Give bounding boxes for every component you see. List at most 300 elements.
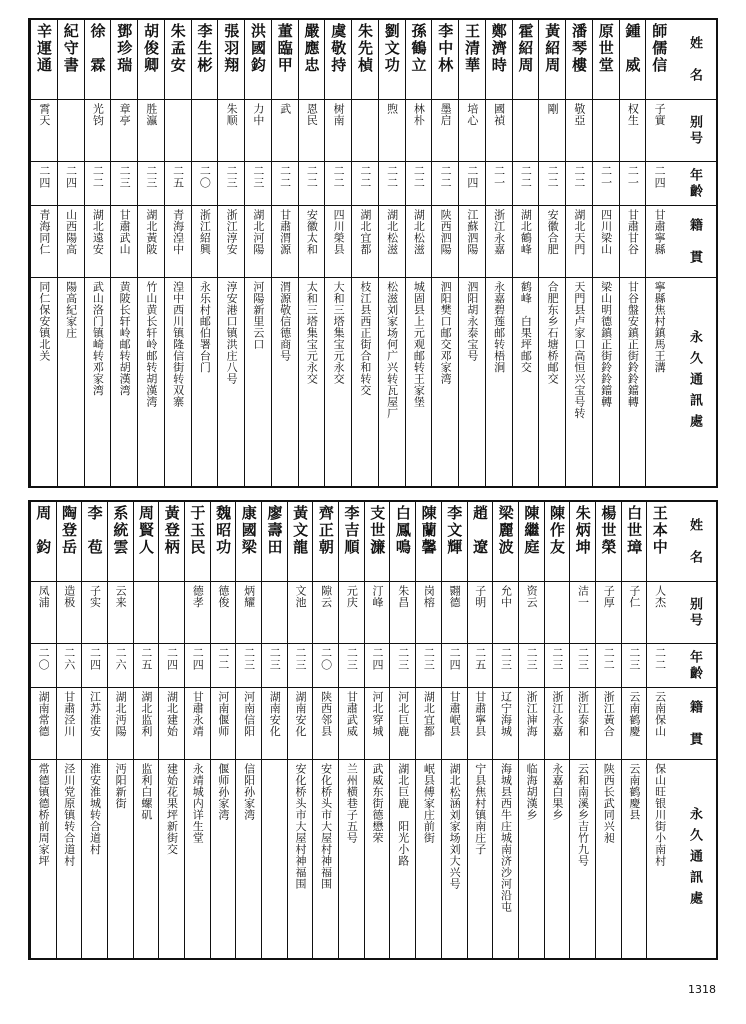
cell-region xyxy=(57,688,82,760)
cell-region-text: 云南保山 xyxy=(653,691,667,737)
cell-region-text: 河南信阳 xyxy=(242,691,256,737)
page-number: 1318 xyxy=(688,983,716,996)
cell-age-text: 二三 xyxy=(293,647,307,671)
cell-address-text: 太和三塔集宝元永交 xyxy=(305,281,319,385)
cell-name-text: 白鳳鳴 xyxy=(393,505,412,556)
cell-address-text: 武山洛门镇崎转邓家湾 xyxy=(91,281,105,396)
table-row xyxy=(485,20,512,486)
cell-age-text: 二二 xyxy=(519,165,533,189)
cell-region xyxy=(159,688,184,760)
cell-region xyxy=(365,688,390,760)
table-row xyxy=(235,502,261,958)
cell-alias xyxy=(513,100,539,162)
cell-region-text: 湖北黃陂 xyxy=(144,209,158,255)
cell-name-text: 支世濂 xyxy=(368,505,387,556)
cell-name xyxy=(192,20,218,100)
cell-alias xyxy=(622,582,647,644)
cell-age-text: 二二 xyxy=(412,165,426,189)
cell-alias-text: 墨启 xyxy=(439,103,453,126)
cell-region-text: 浙江永嘉 xyxy=(550,691,564,737)
cell-name-text: 原世堂 xyxy=(596,23,615,74)
cell-alias xyxy=(390,582,415,644)
cell-age-text: 二二 xyxy=(358,165,372,189)
cell-age-text: 二四 xyxy=(165,647,179,671)
cell-alias xyxy=(459,100,485,162)
cell-address-text: 海城县西牛庄城南济沙河沿屯 xyxy=(499,763,513,913)
cell-name xyxy=(442,502,467,582)
cell-address xyxy=(108,760,133,958)
cell-address xyxy=(390,760,415,958)
cell-region xyxy=(566,206,592,278)
cell-address-text: 淮安淮城转合道村 xyxy=(88,763,102,855)
cell-alias-text: 隙云 xyxy=(319,585,333,608)
table-row xyxy=(645,20,672,486)
cell-alias xyxy=(432,100,458,162)
cell-age xyxy=(288,644,313,688)
cell-age xyxy=(218,162,244,206)
header-address-text: 永久通訊處 xyxy=(687,329,703,435)
cell-age-text: 二四 xyxy=(64,165,78,189)
cell-age xyxy=(622,644,647,688)
cell-age xyxy=(570,644,595,688)
cell-age-text: 二三 xyxy=(525,647,539,671)
cell-address xyxy=(570,760,595,958)
cell-age xyxy=(566,162,592,206)
header-alias xyxy=(672,100,716,162)
cell-region xyxy=(134,688,159,760)
cell-age-text: 二三 xyxy=(550,647,564,671)
cell-address-text: 云南鹤慶县 xyxy=(627,763,641,821)
cell-name-text: 紀守書 xyxy=(61,23,80,74)
cell-age xyxy=(31,644,56,688)
cell-name xyxy=(211,502,236,582)
cell-name xyxy=(390,502,415,582)
cell-region-text: 湖北宜都 xyxy=(422,691,436,737)
cell-age-text: 二三 xyxy=(144,165,158,189)
cell-address xyxy=(134,760,159,958)
cell-age xyxy=(211,644,236,688)
cell-address xyxy=(339,760,364,958)
cell-alias-text: 霄天 xyxy=(37,103,51,126)
cell-age xyxy=(245,162,271,206)
cell-age xyxy=(539,162,565,206)
cell-alias xyxy=(262,582,287,644)
cell-age-text: 二〇 xyxy=(319,647,333,671)
cell-alias-text: 凤浦 xyxy=(37,585,51,608)
table-row xyxy=(164,20,191,486)
cell-region xyxy=(459,206,485,278)
cell-address xyxy=(58,278,84,486)
cell-address-text: 枝江县西正街合和转交 xyxy=(358,281,372,396)
cell-region-text: 辽宁海城 xyxy=(499,691,513,737)
cell-alias-text: 子實 xyxy=(653,103,667,126)
cell-address-text: 竹山黄长轩岭邮转胡漢湾 xyxy=(144,281,158,408)
cell-region-text: 河北穿城 xyxy=(371,691,385,737)
cell-alias xyxy=(218,100,244,162)
cell-address-text: 湖北巨鹿 阳光小路 xyxy=(396,763,410,867)
cell-name-text: 朱炳坤 xyxy=(573,505,592,556)
cell-region xyxy=(218,206,244,278)
cell-address xyxy=(185,760,210,958)
cell-name-text: 孫鶴立 xyxy=(409,23,428,74)
cell-alias-text: 造极 xyxy=(62,585,76,608)
cell-address-text: 常德镇德桥前周家坪 xyxy=(37,763,51,867)
header-address-text: 永久通訊處 xyxy=(687,806,703,912)
cell-address xyxy=(192,278,218,486)
header-alias xyxy=(672,582,716,644)
cell-age-text: 二二 xyxy=(439,165,453,189)
cell-region xyxy=(352,206,378,278)
cell-age-text: 二三 xyxy=(396,647,410,671)
cell-alias xyxy=(134,582,159,644)
cell-age xyxy=(459,162,485,206)
header-name xyxy=(672,20,716,100)
cell-age xyxy=(486,162,512,206)
cell-address-text: 沔阳新街 xyxy=(114,763,128,809)
header-age-text: 年齡 xyxy=(687,649,703,682)
cell-age xyxy=(159,644,184,688)
cell-name xyxy=(134,502,159,582)
cell-name xyxy=(85,20,111,100)
cell-age xyxy=(313,644,338,688)
cell-name xyxy=(218,20,244,100)
cell-address xyxy=(513,278,539,486)
cell-age-text: 二二 xyxy=(332,165,346,189)
cell-name xyxy=(288,502,313,582)
cell-region-text: 安徽太和 xyxy=(305,209,319,255)
cell-address xyxy=(352,278,378,486)
cell-region-text: 四川榮县 xyxy=(332,209,346,255)
cell-alias-text: 德俊 xyxy=(216,585,230,608)
cell-name-text: 梁麗波 xyxy=(496,505,515,556)
cell-region-text: 甘肅武山 xyxy=(118,209,132,255)
cell-address-text: 湖北松涵刘家场刘大兴号 xyxy=(448,763,462,890)
cell-name-text: 張羽翔 xyxy=(222,23,241,74)
cell-age-text: 二二 xyxy=(278,165,292,189)
table-row xyxy=(30,20,57,486)
cell-age-text: 二〇 xyxy=(37,647,51,671)
table-row xyxy=(324,20,351,486)
cell-region xyxy=(313,688,338,760)
cell-address xyxy=(245,278,271,486)
cell-address-text: 寧縣焦村鎮馬王溝 xyxy=(653,281,667,373)
cell-alias xyxy=(111,100,137,162)
cell-name xyxy=(513,20,539,100)
table-row xyxy=(110,20,137,486)
table-row xyxy=(133,502,159,958)
cell-region xyxy=(519,688,544,760)
cell-name xyxy=(31,502,56,582)
table-row xyxy=(312,502,338,958)
cell-address xyxy=(111,278,137,486)
cell-address-text: 同仁保安镇北关 xyxy=(37,281,51,362)
cell-address-text: 甘谷盤安鎮正街鈴鈴鐺轉 xyxy=(626,281,640,408)
cell-age xyxy=(108,644,133,688)
cell-age-text: 二二 xyxy=(91,165,105,189)
cell-alias xyxy=(31,100,57,162)
cell-name xyxy=(545,502,570,582)
cell-age-text: 二三 xyxy=(225,165,239,189)
cell-region xyxy=(58,206,84,278)
table-row xyxy=(492,502,518,958)
cell-address-text: 淳安港口镇洪庄八号 xyxy=(225,281,239,385)
cell-region xyxy=(596,688,621,760)
cell-name xyxy=(622,502,647,582)
cell-address-text: 陽高紀家庄 xyxy=(64,281,78,339)
cell-address xyxy=(288,760,313,958)
cell-region xyxy=(593,206,619,278)
cell-address xyxy=(299,278,325,486)
cell-address xyxy=(325,278,351,486)
cell-address xyxy=(165,278,191,486)
cell-age-text: 二五 xyxy=(139,647,153,671)
table-row xyxy=(351,20,378,486)
cell-name-text: 潘琴樓 xyxy=(569,23,588,74)
cell-alias-text: 文池 xyxy=(293,585,307,608)
cell-alias-text: 汀峰 xyxy=(371,585,385,608)
cell-region xyxy=(192,206,218,278)
table-row xyxy=(137,20,164,486)
cell-address-text: 河陽新里云口 xyxy=(251,281,265,350)
cell-name-text: 白世璋 xyxy=(625,505,644,556)
cell-age-text: 二三 xyxy=(499,647,513,671)
cell-age-text: 二四 xyxy=(191,647,205,671)
header-age-text: 年齡 xyxy=(687,167,703,200)
cell-region xyxy=(138,206,164,278)
cell-alias-text: 权生 xyxy=(626,103,640,126)
table-row xyxy=(431,20,458,486)
cell-age-text: 二〇 xyxy=(198,165,212,189)
cell-address xyxy=(57,760,82,958)
table-row xyxy=(565,20,592,486)
cell-alias xyxy=(165,100,191,162)
cell-alias xyxy=(416,582,441,644)
table-row xyxy=(592,20,619,486)
table-row xyxy=(287,502,313,958)
cell-address-text: 泗阳胡永泰宝号 xyxy=(465,281,479,362)
cell-alias xyxy=(406,100,432,162)
cell-alias xyxy=(299,100,325,162)
cell-age xyxy=(339,644,364,688)
cell-region xyxy=(85,206,111,278)
cell-name-text: 霍紹周 xyxy=(516,23,535,74)
cell-name xyxy=(138,20,164,100)
cell-region-text: 云南鹤慶 xyxy=(627,691,641,737)
cell-region xyxy=(185,688,210,760)
cell-address xyxy=(442,760,467,958)
cell-age-text: 二四 xyxy=(465,165,479,189)
table-row xyxy=(364,502,390,958)
cell-name-text: 虞敬持 xyxy=(329,23,348,74)
cell-alias xyxy=(539,100,565,162)
cell-alias xyxy=(138,100,164,162)
cell-name xyxy=(58,20,84,100)
cell-alias-text: 子实 xyxy=(88,585,102,608)
cell-address-text: 永嘉白果乡 xyxy=(550,763,564,821)
column-headers xyxy=(672,502,716,958)
roster-table-upper xyxy=(28,18,718,488)
cell-region-text: 湖北鶴峰 xyxy=(519,209,533,255)
cell-region xyxy=(339,688,364,760)
cell-alias-text: 子仁 xyxy=(627,585,641,608)
cell-address-text: 湟中西川镇隆信街转双寨 xyxy=(171,281,185,408)
cell-name-text: 李 苞 xyxy=(85,505,104,556)
cell-age xyxy=(596,644,621,688)
cell-name-text: 胡俊卿 xyxy=(141,23,160,74)
cell-age-text: 二二 xyxy=(546,165,560,189)
cell-name-text: 康國梁 xyxy=(239,505,258,556)
cell-region-text: 湖北监利 xyxy=(139,691,153,737)
cell-age-text: 二六 xyxy=(114,647,128,671)
cell-name-text: 劉文功 xyxy=(382,23,401,74)
cell-name xyxy=(185,502,210,582)
cell-age xyxy=(192,162,218,206)
cell-alias-text: 允中 xyxy=(499,585,513,608)
cell-alias xyxy=(566,100,592,162)
cell-alias-text: 恩民 xyxy=(305,103,319,126)
cell-region xyxy=(432,206,458,278)
cell-age-text: 二三 xyxy=(627,647,641,671)
cell-name xyxy=(262,502,287,582)
cell-alias-text: 武 xyxy=(278,103,292,115)
table-row xyxy=(30,502,56,958)
cell-region xyxy=(406,206,432,278)
cell-alias xyxy=(159,582,184,644)
cell-address-text: 城固县上元观邮转王家堡 xyxy=(412,281,426,408)
table-row xyxy=(84,20,111,486)
table-row xyxy=(544,502,570,958)
cell-name xyxy=(245,20,271,100)
cell-region xyxy=(416,688,441,760)
cell-age-text: 二一 xyxy=(492,165,506,189)
header-region xyxy=(672,206,716,278)
cell-region-text: 浙江泰和 xyxy=(576,691,590,737)
cell-region xyxy=(31,206,57,278)
cell-region xyxy=(570,688,595,760)
cell-address-text: 宁县焦村镇南庄子 xyxy=(473,763,487,855)
cell-address-text: 大和三塔集宝元永交 xyxy=(332,281,346,385)
cell-age-text: 二三 xyxy=(576,647,590,671)
cell-region-text: 青海湟中 xyxy=(171,209,185,255)
cell-region-text: 浙江紹興 xyxy=(198,209,212,255)
cell-address-text: 云和南溪乡吉竹九号 xyxy=(576,763,590,867)
cell-address-text: 永嘉碧莲邮转梧涧 xyxy=(492,281,506,373)
cell-name xyxy=(272,20,298,100)
table-row xyxy=(57,20,84,486)
cell-region xyxy=(245,206,271,278)
cell-address-text: 武威东街德懋荣 xyxy=(371,763,385,844)
cell-region-text: 甘肅永靖 xyxy=(191,691,205,737)
cell-name-text: 嚴應忠 xyxy=(302,23,321,74)
cell-region-text: 湖北建始 xyxy=(165,691,179,737)
table-row xyxy=(569,502,595,958)
cell-age xyxy=(593,162,619,206)
cell-region-text: 湖北天門 xyxy=(572,209,586,255)
cell-alias-text: 资云 xyxy=(525,585,539,608)
cell-alias xyxy=(486,100,512,162)
cell-region-text: 浙江永嘉 xyxy=(492,209,506,255)
cell-alias xyxy=(31,582,56,644)
cell-name-text: 董臨甲 xyxy=(275,23,294,74)
cell-age-text: 二六 xyxy=(62,647,76,671)
cell-region xyxy=(468,688,493,760)
cell-region xyxy=(288,688,313,760)
cell-region xyxy=(539,206,565,278)
cell-region-text: 浙江黃合 xyxy=(602,691,616,737)
cell-alias-text: 德孝 xyxy=(191,585,205,608)
cell-region xyxy=(211,688,236,760)
cell-age xyxy=(379,162,405,206)
cell-address xyxy=(432,278,458,486)
cell-address xyxy=(31,278,57,486)
cell-region-text: 湖南安化 xyxy=(293,691,307,737)
cell-age xyxy=(493,644,518,688)
cell-name xyxy=(468,502,493,582)
cell-age xyxy=(432,162,458,206)
cell-address xyxy=(593,278,619,486)
cell-name-text: 王本中 xyxy=(650,505,669,556)
cell-name xyxy=(486,20,512,100)
cell-age xyxy=(468,644,493,688)
cell-address-text: 安化桥头市大屋村神福围 xyxy=(319,763,333,890)
header-age xyxy=(672,162,716,206)
cell-alias xyxy=(596,582,621,644)
cell-name-text: 陳蘭馨 xyxy=(419,505,438,556)
cell-name xyxy=(236,502,261,582)
cell-name-text: 鄧珍瑞 xyxy=(115,23,134,74)
table-row xyxy=(512,20,539,486)
table-row xyxy=(458,20,485,486)
cell-region-text: 甘肅武威 xyxy=(345,691,359,737)
cell-name-text: 辛運通 xyxy=(34,23,53,74)
cell-alias-text: 林朴 xyxy=(412,103,426,126)
cell-region xyxy=(545,688,570,760)
cell-age xyxy=(58,162,84,206)
cell-region-text: 湖南安化 xyxy=(268,691,282,737)
cell-age-text: 二二 xyxy=(602,647,616,671)
table-row xyxy=(518,502,544,958)
table-row xyxy=(271,20,298,486)
cell-alias xyxy=(570,582,595,644)
table-row xyxy=(158,502,184,958)
cell-name xyxy=(108,502,133,582)
cell-region xyxy=(379,206,405,278)
cell-name xyxy=(165,20,191,100)
cell-age-text: 二一 xyxy=(599,165,613,189)
cell-address xyxy=(620,278,646,486)
cell-address xyxy=(647,760,672,958)
cell-name xyxy=(365,502,390,582)
cell-alias-text: 胜瀛 xyxy=(144,103,158,126)
cell-alias xyxy=(339,582,364,644)
cell-name-text: 徐 霖 xyxy=(88,23,107,74)
cell-age-text: 二二 xyxy=(305,165,319,189)
cell-name-text: 黃文龍 xyxy=(291,505,310,556)
cell-address-text: 天門县卢家口高恒兴宝号转 xyxy=(572,281,586,419)
cell-address xyxy=(486,278,512,486)
cell-alias xyxy=(313,582,338,644)
header-region-text: 籍 貫 xyxy=(687,217,703,266)
cell-alias xyxy=(108,582,133,644)
table-row xyxy=(415,502,441,958)
cell-age-text: 二三 xyxy=(242,647,256,671)
table-row xyxy=(184,502,210,958)
cell-alias xyxy=(646,100,672,162)
cell-region-text: 甘肅渭源 xyxy=(278,209,292,255)
cell-address xyxy=(85,278,111,486)
cell-address-text: 保山旺银川街小南村 xyxy=(653,763,667,867)
cell-age xyxy=(365,644,390,688)
